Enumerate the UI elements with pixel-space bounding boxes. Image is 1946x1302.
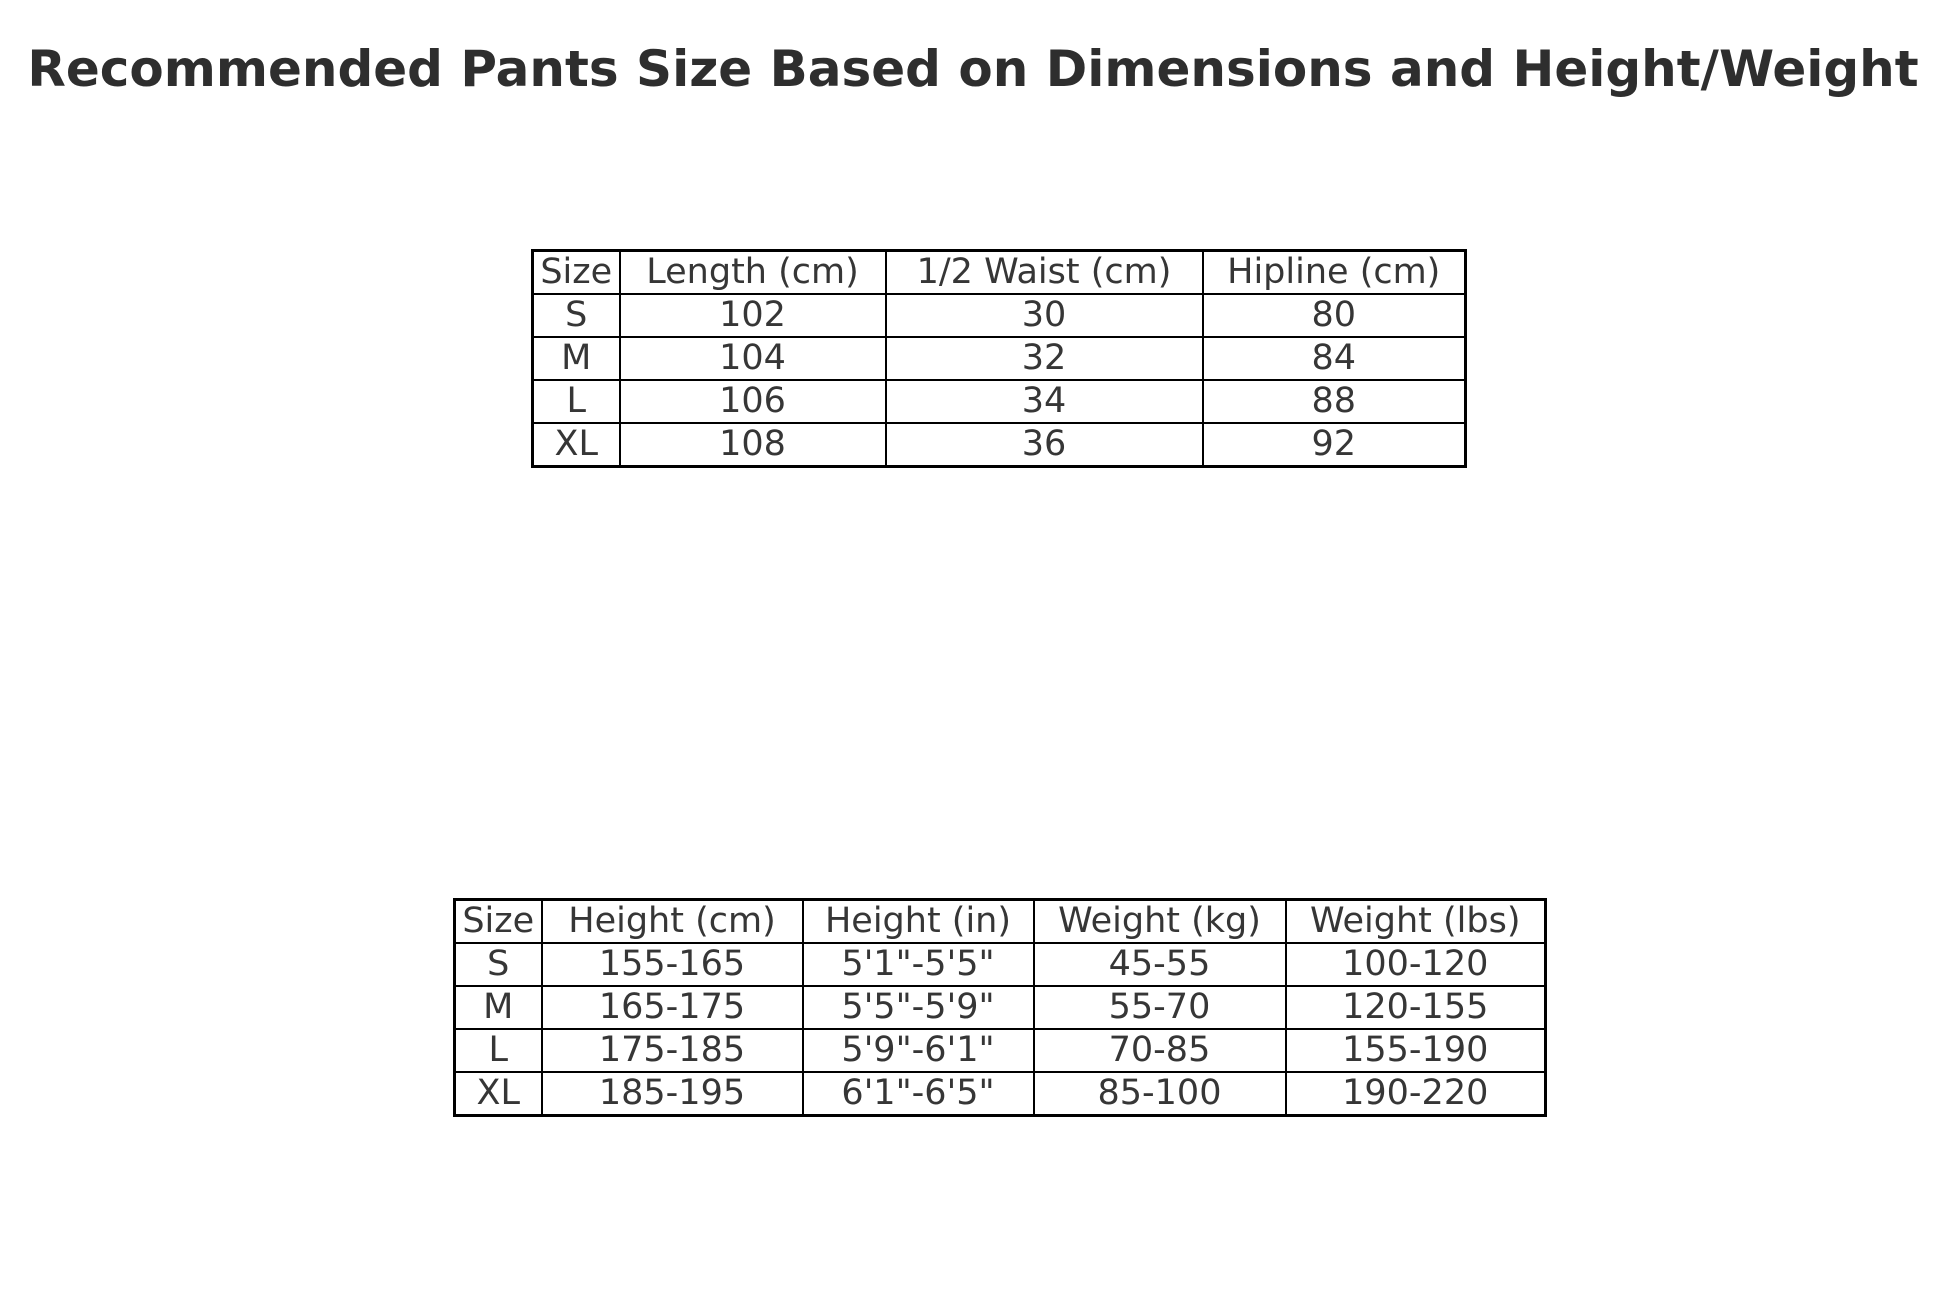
column-header: Hipline (cm) [1203,251,1466,295]
table-cell: 32 [886,337,1203,380]
column-header: Size [455,900,542,944]
table-row [455,986,1546,1029]
column-header: Height (cm) [542,900,803,944]
table-cell: 190-220 [1286,1072,1546,1116]
table-cell: L [455,1029,542,1072]
table-cell: 30 [886,294,1203,337]
table-row [533,423,1466,467]
table-cell: 165-175 [542,986,803,1029]
column-header: Size [533,251,620,295]
table-cell: XL [455,1072,542,1116]
table-cell: XL [533,423,620,467]
table-row [455,943,1546,986]
column-header: 1/2 Waist (cm) [886,251,1203,295]
table-cell: 88 [1203,380,1466,423]
column-header: Weight (lbs) [1286,900,1546,944]
header-row [533,251,1466,295]
table-cell: 100-120 [1286,943,1546,986]
table-cell: 80 [1203,294,1466,337]
table-cell: 55-70 [1034,986,1286,1029]
column-header: Height (in) [803,900,1034,944]
table-cell: S [533,294,620,337]
table-cell: 5'5"-5'9" [803,986,1034,1029]
table-cell: 155-190 [1286,1029,1546,1072]
header-row [455,900,1546,944]
table-cell: 106 [620,380,886,423]
table-cell: 120-155 [1286,986,1546,1029]
pants-dimensions-table [531,249,1467,468]
table-cell: 85-100 [1034,1072,1286,1116]
table-cell: 34 [886,380,1203,423]
table-cell: M [455,986,542,1029]
table-cell: 84 [1203,337,1466,380]
table-row [455,1072,1546,1116]
column-header: Weight (kg) [1034,900,1286,944]
table-cell: 92 [1203,423,1466,467]
table-row [455,1029,1546,1072]
table-cell: 6'1"-6'5" [803,1072,1034,1116]
table-cell: 104 [620,337,886,380]
table-cell: 5'1"-5'5" [803,943,1034,986]
table-cell: 70-85 [1034,1029,1286,1072]
table-row [533,337,1466,380]
table-cell: 45-55 [1034,943,1286,986]
column-header: Length (cm) [620,251,886,295]
table-cell: 36 [886,423,1203,467]
table-cell: 108 [620,423,886,467]
table-cell: 155-165 [542,943,803,986]
page-title: Recommended Pants Size Based on Dimensions and Height/Weight [27,39,1919,98]
table-cell: L [533,380,620,423]
table-cell: 5'9"-6'1" [803,1029,1034,1072]
table-cell: 102 [620,294,886,337]
table-row [533,294,1466,337]
height-weight-table [453,898,1547,1117]
table-cell: 185-195 [542,1072,803,1116]
table-cell: 175-185 [542,1029,803,1072]
table-cell: S [455,943,542,986]
table-row [533,380,1466,423]
table-cell: M [533,337,620,380]
